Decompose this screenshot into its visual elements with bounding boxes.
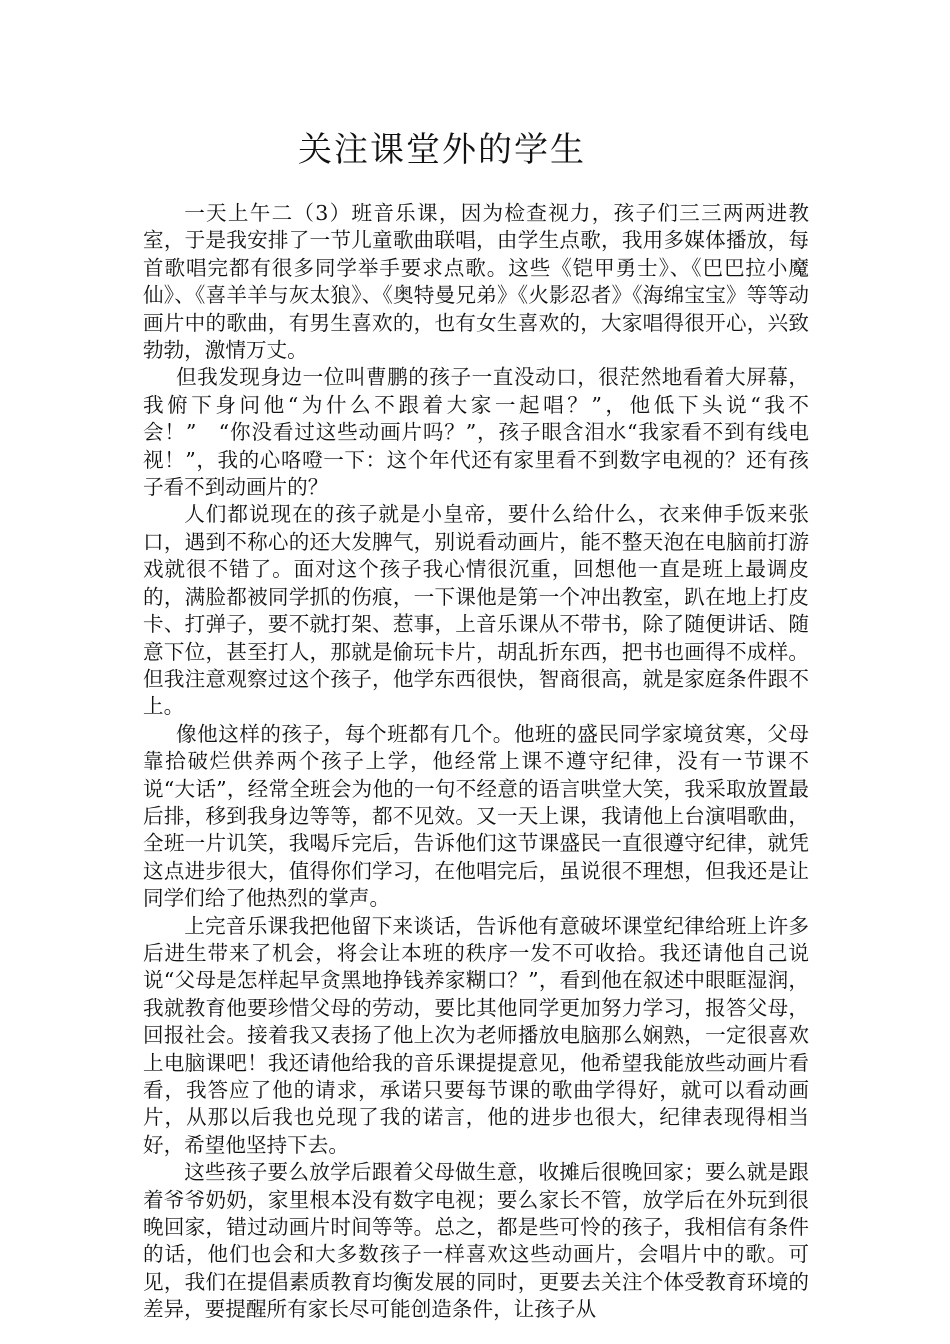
paragraph-5: 上完音乐课我把他留下来谈话，告诉他有意破坏课堂纪律给班上许多后进生带来了机会，将会让本班的秩序一发不可收拾。我还请他自己说说“父母是怎样起早贪黑地挣钱养家糊口？”，看到他在叙述中眼眶湿润，我就教育他要珍惜父母的劳动，要比其他同学更加努力学习，报答父母，回报社会。接着我又表扬了他上次为老师播放电脑那么娴熟，一定很喜欢上电脑课吧！我还请他给我的音乐课提提意见，他希望我能放些动画片看看，我答应了他的请求，承诺只要每节课的歌曲学得好，就可以看动画片，从那以后我也兑现了我的诺言，他的进步也很大，纪律表现得相当好，希望他坚持下去。 (143, 913, 809, 1157)
document-title: 关注课堂外的学生 (298, 130, 586, 170)
document-body (143, 200, 809, 1324)
paragraph-4: 像他这样的孩子，每个班都有几个。他班的盛民同学家境贫寒，父母靠拾破烂供养两个孩子上学，他经常上课不遵守纪律，没有一节课不说“大话”，经常全班会为他的一句不经意的语言哄堂大笑，我采取放置最后排，移到我身边等等，都不见效。又一天上课，我请他上台演唱歌曲，全班一片讥笑，我喝斥完后，告诉他们这节课盛民一直很遵守纪律，就凭这点进步很大，值得你们学习，在他唱完后，虽说很不理想，但我还是让同学们给了他热烈的掌声。 (143, 721, 809, 911)
paragraph-6: 这些孩子要么放学后跟着父母做生意，收摊后很晚回家；要么就是跟着爷爷奶奶，家里根本没有数字电视；要么家长不管，放学后在外玩到很晚回家，错过动画片时间等等。总之，都是些可怜的孩子，我相信有条件的话，他们也会和大多数孩子一样喜欢这些动画片，会唱片中的歌。可见，我们在提倡素质教育均衡发展的同时，更要去关注个体受教育环境的差异，要提醒所有家长尽可能创造条件，让孩子从 (143, 1160, 809, 1322)
paragraph-2: 但我发现身边一位叫曹鹏的孩子一直没动口，很茫然地看着大屏幕，我俯下身问他“为什么不跟着大家一起唱？”，他低下头说“我不会！” “你没看过这些动画片吗？”，孩子眼含泪水“我家看不到有线电视！”，我的心咯噔一下：这个年代还有家里看不到数字电视的？还有孩子看不到动画片的？ (143, 365, 809, 500)
paragraph-3: 人们都说现在的孩子就是小皇帝，要什么给什么，衣来伸手饭来张口，遇到不称心的还大发脾气，别说看动画片，能不整天泡在电脑前打游戏就很不错了。面对这个孩子我心情很沉重，回想他一直是班上最调皮的，满脸都被同学抓的伤痕，一下课他是第一个冲出教室，趴在地上打皮卡、打弹子，要不就打架、惹事，上音乐课从不带书，除了随便讲话、随意下位，甚至打人，那就是偷玩卡片，胡乱折东西，把书也画得不成样。但我注意观察过这个孩子，他学东西很快，智商很高，就是家庭条件跟不上。 (143, 502, 809, 719)
paragraph-1: 一天上午二（3）班音乐课，因为检查视力，孩子们三三两两进教室，于是我安排了一节儿童歌曲联唱，由学生点歌，我用多媒体播放，每首歌唱完都有很多同学举手要求点歌。这些《铠甲勇士》、《巴巴拉小魔仙》、《喜羊羊与灰太狼》、《奥特曼兄弟》《火影忍者》《海绵宝宝》等等动画片中的歌曲，有男生喜欢的，也有女生喜欢的，大家唱得很开心，兴致勃勃，激情万丈。 (143, 201, 809, 363)
